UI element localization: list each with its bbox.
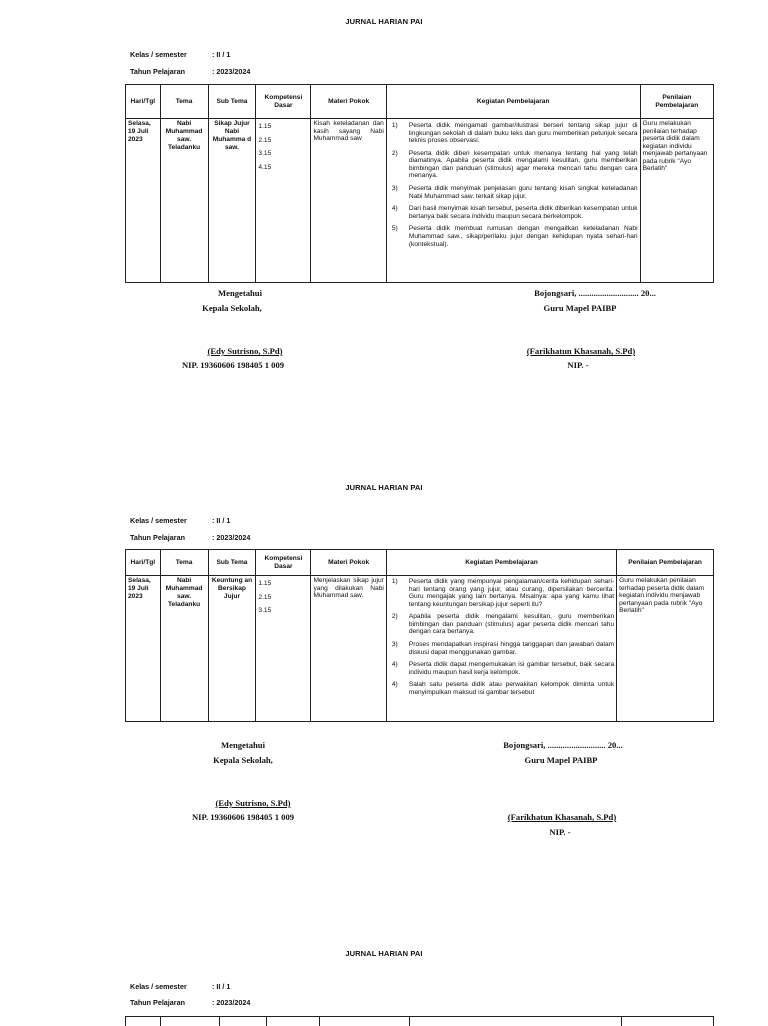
cell-kegiatan xyxy=(386,576,616,722)
cell-penilaian: Guru melakukan penilaian terhadap peserta didik dalam kegiatan individu menjawab pertanyaan pada rubrik "Ayo Berlatih" xyxy=(640,119,713,283)
cell-tema: Nabi Muhammad saw. Teladanku xyxy=(160,576,208,722)
page-title: JURNAL HARIAN PAI xyxy=(345,949,423,958)
header-kd: Kompetensi Dasar xyxy=(256,550,311,576)
tahun-value: : 2023/2024 xyxy=(212,998,251,1007)
kelas-value: : II / 1 xyxy=(212,516,231,525)
journal-table-top-edge xyxy=(125,1016,714,1026)
journal-table xyxy=(125,84,714,283)
cell-kd xyxy=(256,119,311,283)
header-kegiatan: Kegiatan Pembelajaran xyxy=(386,550,616,576)
kegiatan-item: 4) Dari hasil menyimak kisah tersebut, peserta didik diberikan kesempatan untuk bertanya baik secara individu maupun secara berkelompok. xyxy=(391,205,638,220)
kegiatan-item: 1) Peserta didik mengamati gambar/ilustrasi berseri tentang sikap jujur di lingkungan sekolah di dalam buku teks dan guru memberikan petunjuk secara teknis proses observasi. xyxy=(391,122,638,145)
kelas-row xyxy=(130,516,230,525)
sign-left-name: (Edy Sutrisno, S.Pd) xyxy=(207,346,283,356)
tahun-row xyxy=(130,67,250,76)
kegiatan-list xyxy=(389,122,638,248)
sign-left-title-1: Mengetahui xyxy=(221,740,265,750)
tahun-row xyxy=(130,533,250,542)
kegiatan-list xyxy=(389,578,614,697)
page-title: JURNAL HARIAN PAI xyxy=(345,17,423,26)
kelas-label: Kelas / semester xyxy=(130,982,187,991)
header-materi: Materi Pokok xyxy=(311,85,386,119)
tahun-label: Tahun Pelajaran xyxy=(130,998,185,1007)
journal-table xyxy=(125,549,714,722)
header-tema: Tema xyxy=(160,550,208,576)
kelas-row xyxy=(130,50,230,59)
cell-kd xyxy=(256,576,311,722)
tahun-row xyxy=(130,998,250,1007)
header-subtema: Sub Tema xyxy=(208,85,256,119)
kelas-value: : II / 1 xyxy=(212,982,231,991)
cell-materi: Menjelaskan sikap jujur yang dilakukan Nabi Muhammad saw. xyxy=(311,576,386,722)
tahun-label: Tahun Pelajaran xyxy=(130,533,185,542)
sign-left-name: (Edy Sutrisno, S.Pd) xyxy=(215,798,291,808)
kelas-value: : II / 1 xyxy=(212,50,231,59)
sign-right-nip: NIP. - xyxy=(549,827,571,837)
sign-left-title-2: Kepala Sekolah, xyxy=(213,755,273,765)
kd-item: 4.15 xyxy=(258,163,272,171)
kd-item: 2.15 xyxy=(258,136,272,144)
sign-right-name: (Farikhatun Khasanah, S.Pd) xyxy=(507,812,617,822)
kegiatan-item: 5) Peserta didik membuat rumusan dengan mengaitkan keteladanan Nabi Muhammad saw., sikap/perilaku jujur dengan kehidupan nyata sehari-hari (kontekstual). xyxy=(391,225,638,248)
kegiatan-item: 3) Proses mendapatkan inspirasi hingga tanggapan dan jawaban dalam diskusi dapat menggunakan gambar. xyxy=(391,641,615,656)
cell-hari: Selasa, 19 Juli 2023 xyxy=(126,576,161,722)
header-materi: Materi Pokok xyxy=(311,550,386,576)
sign-left-nip: NIP. 19360606 198405 1 009 xyxy=(191,812,295,822)
header-hari: Hari/Tgl xyxy=(126,550,161,576)
kd-item: 2.15 xyxy=(258,593,272,601)
kegiatan-item: 2) Apabila peserta didik mengalami kesulitan, guru memberikan bimbingan dan panduan (stimulus) agar peserta didik mencari tahu dengan cara bertanya. xyxy=(391,613,615,636)
kd-item: 1.15 xyxy=(258,123,272,130)
sign-right-title-1: Bojongsari, ........................... 20... xyxy=(503,740,623,750)
sign-right-title-1: Bojongsari, ............................ 20... xyxy=(534,288,656,298)
sign-left-title-1: Mengetahui xyxy=(218,288,262,298)
cell-materi: Kisah keteladanan dan kasih sayang Nabi Muhammad saw xyxy=(311,119,386,283)
sign-right-name: (Farikhatun Khasanah, S.Pd) xyxy=(526,346,636,356)
kd-item: 3.15 xyxy=(258,150,272,158)
sign-right-title-2: Guru Mapel PAIBP xyxy=(543,303,617,313)
cell-hari: Selasa, 19 Juli 2023 xyxy=(126,119,161,283)
cell-penilaian: Guru melakukan penilaian terhadap peserta didik dalam kegiatan individu menjawab pertanyaan pada rubrik "Ayo Berlatih" xyxy=(617,576,714,722)
kegiatan-item: 4) Salah satu peserta didik atau perwakilan kelompok diminta untuk menyimpulkan maksud isi gambar tersebut xyxy=(391,681,615,696)
header-penilaian: Penilaian Pembelajaran xyxy=(617,550,714,576)
header-kd: Kompetensi Dasar xyxy=(256,85,311,119)
table-column-divider xyxy=(160,1017,161,1026)
cell-subtema: Sikap Jujur Nabi Muhamma d saw. xyxy=(208,119,256,283)
table-column-divider xyxy=(409,1017,410,1026)
kelas-row xyxy=(130,982,230,991)
kd-item: 1.15 xyxy=(258,580,272,587)
table-column-divider xyxy=(621,1017,622,1026)
header-penilaian: Penilaian Pembelajaran xyxy=(640,85,713,119)
sign-left-title-2: Kepala Sekolah, xyxy=(202,303,262,313)
tahun-value: : 2023/2024 xyxy=(212,533,251,542)
sign-right-nip: NIP. - xyxy=(567,360,589,370)
tahun-label: Tahun Pelajaran xyxy=(130,67,185,76)
table-column-divider xyxy=(319,1017,320,1026)
page-title: JURNAL HARIAN PAI xyxy=(345,483,423,492)
sign-left-nip: NIP. 19360606 198405 1 009 xyxy=(181,360,285,370)
cell-tema: Nabi Muhammad saw. Teladanku xyxy=(160,119,208,283)
table-column-divider xyxy=(266,1017,267,1026)
kelas-label: Kelas / semester xyxy=(130,516,187,525)
header-kegiatan: Kegiatan Pembelajaran xyxy=(386,85,640,119)
kd-item: 3.15 xyxy=(258,607,272,615)
cell-subtema: Keuntung an Bersikap Jujur xyxy=(208,576,256,722)
header-subtema: Sub Tema xyxy=(208,550,256,576)
table-column-divider xyxy=(219,1017,220,1026)
header-hari: Hari/Tgl xyxy=(126,85,161,119)
header-tema: Tema xyxy=(160,85,208,119)
sign-right-title-2: Guru Mapel PAIBP xyxy=(524,755,598,765)
kelas-label: Kelas / semester xyxy=(130,50,187,59)
cell-kegiatan xyxy=(386,119,640,283)
kegiatan-item: 2) Peserta didik diberi kesempatan untuk menanya tentang hal yang telah diamatinya. Apabila peserta didik mengalami kesulitan, guru memberikan bimbingan dan panduan (stimulus) agar mereka mencari tahu dengan cara menanya. xyxy=(391,149,638,180)
kegiatan-item: 1) Peserta didik yang mempunyai pengalaman/cerita kehidupan sehari-hari tentang orang yang jujur, atau curang, dipersilakan bercerita. Guru mengajak yang lain bertanya. Misalnya: apa yang kamu lihat tentang keuntungan bersikap jujur seperti itu? xyxy=(391,578,615,608)
kegiatan-item: 4) Peserta didik dapat mengemukakan isi gambar tersebut, baik secara individu maupun hasil kerja kelompok. xyxy=(391,661,615,676)
kegiatan-item: 3) Peserta didik menyimak penjelasan guru tentang kisah singkat keteladanan Nabi Muhammad saw. terkait sikap jujur. xyxy=(391,185,638,200)
tahun-value: : 2023/2024 xyxy=(212,67,251,76)
